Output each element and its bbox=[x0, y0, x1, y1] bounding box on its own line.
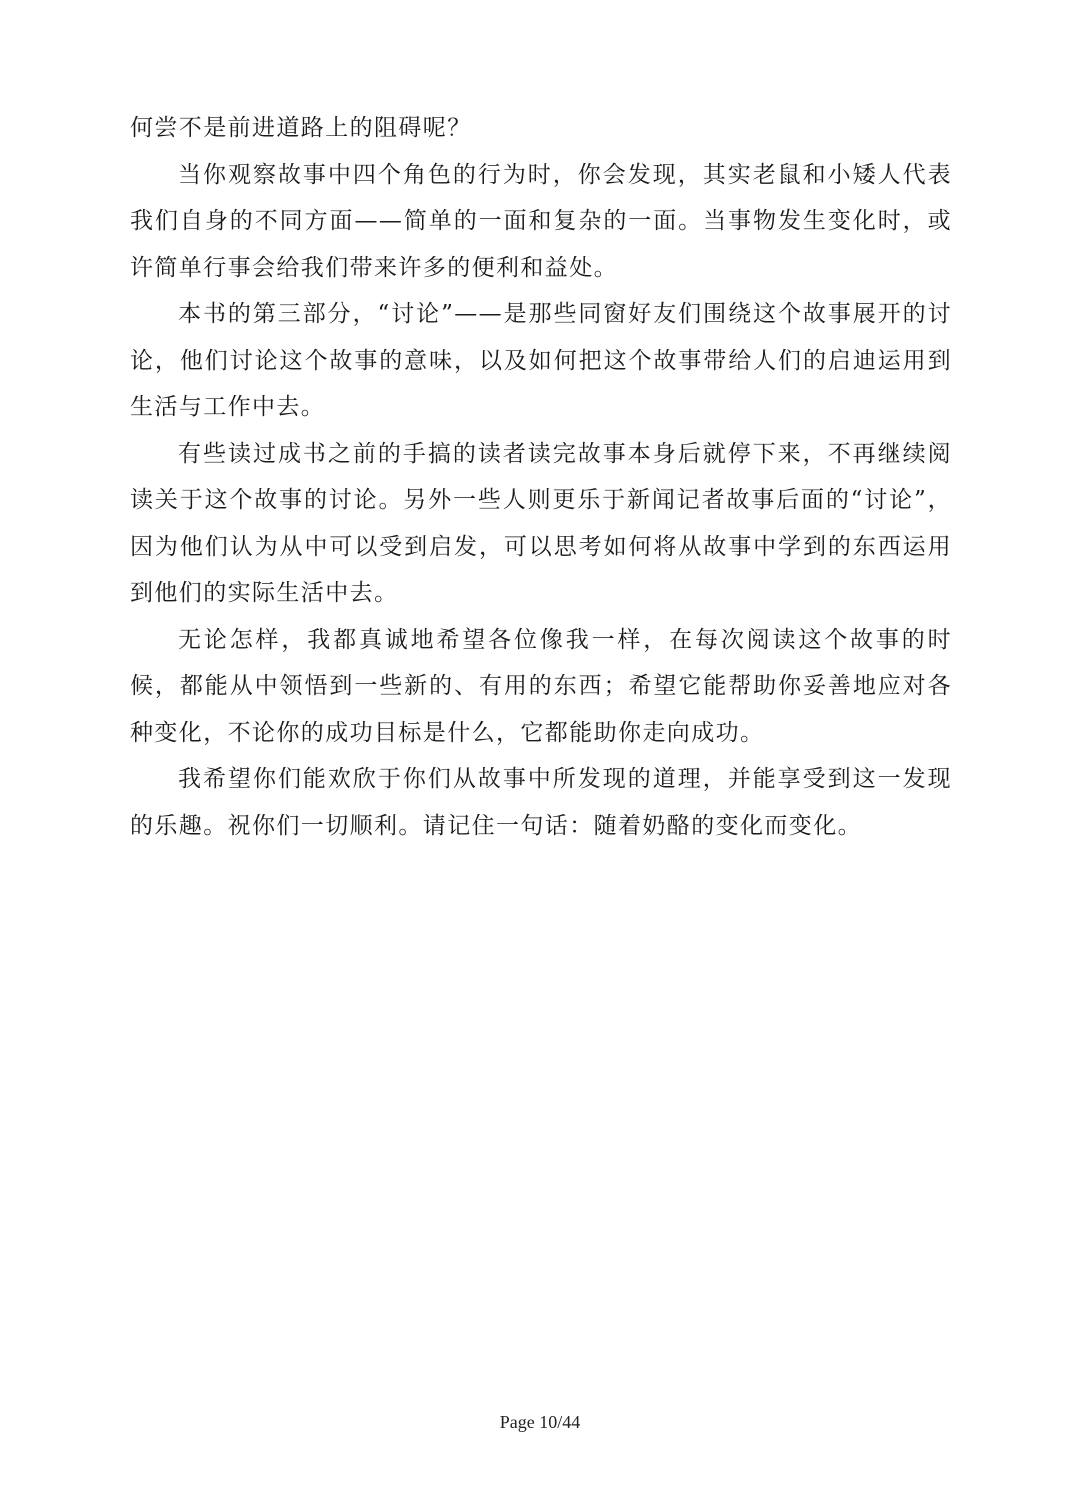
paragraph-readers: 有些读过成书之前的手搞的读者读完故事本身后就停下来，不再继续阅读关于这个故事的讨论。另外一些人则更乐于新闻记者故事后面的“讨论”，因为他们认为从中可以受到启发，可以思考如何将从故事中学到的东西运用到他们的实际生活中去。 bbox=[130, 440, 952, 606]
paragraph-characters: 当你观察故事中四个角色的行为时，你会发现，其实老鼠和小矮人代表我们自身的不同方面——简单的一面和复杂的一面。当事物发生变化时，或许简单行事会给我们带来许多的便利和益处。 bbox=[130, 161, 952, 281]
paragraph-hope: 无论怎样，我都真诚地希望各位像我一样，在每次阅读这个故事的时候，都能从中领悟到一些新的、有用的东西；希望它能帮助你妥善地应对各种变化，不论你的成功目标是什么，它都能助你走向成功。 bbox=[130, 626, 952, 746]
paragraph-discussion-part: 本书的第三部分，“讨论”——是那些同窗好友们围绕这个故事展开的讨论，他们讨论这个故事的意味，以及如何把这个故事带给人们的启迪运用到生活与工作中去。 bbox=[130, 301, 952, 420]
paragraph-closing: 我希望你们能欢欣于你们从故事中所发现的道理，并能享受到这一发现的乐趣。祝你们一切顺利。请记住一句话：随着奶酪的变化而变化。 bbox=[130, 766, 952, 839]
page-number: Page 10/44 bbox=[499, 1412, 581, 1432]
body-text bbox=[130, 105, 952, 849]
paragraph-continuation: 何尝不是前进道路上的阻碍呢？ bbox=[130, 115, 472, 141]
